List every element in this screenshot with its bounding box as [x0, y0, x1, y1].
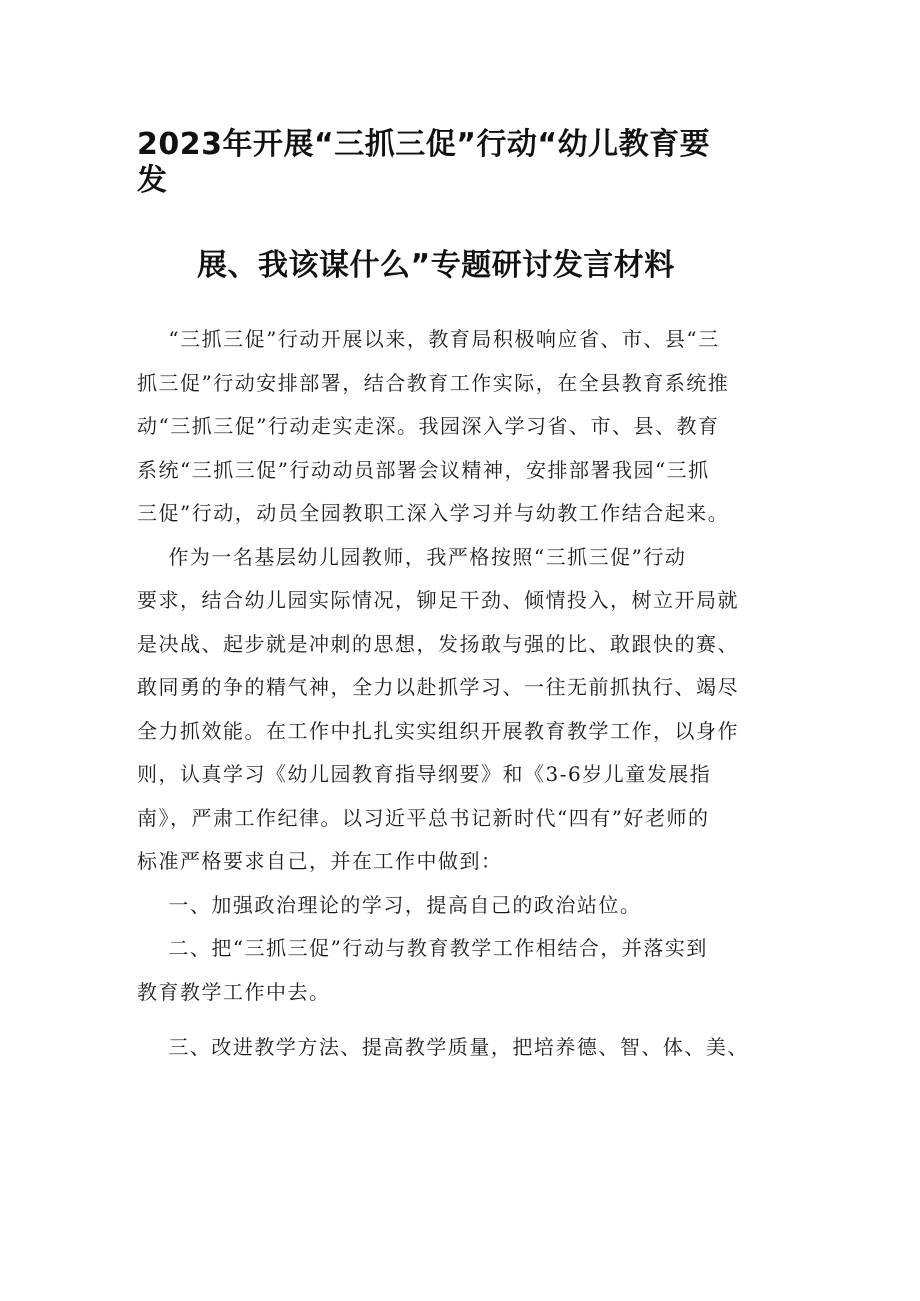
body-line: 系统“三抓三促”行动动员部署会议精神，安排部署我园“三抓 [137, 457, 710, 482]
body-line: 南》，严肃工作纪律。以习近平总书记新时代“四有”好老师的 [137, 805, 710, 830]
body-line: 三、改进教学方法、提高教学质量，把培养德、智、体、美、 [137, 1035, 749, 1059]
body-line: 则，认真学习《幼儿园教育指导纲要》和《3-6岁儿童发展指 [137, 762, 712, 786]
body-line: 是决战、起步就是冲刺的思想，发扬敢与强的比、敢跟快的赛、 [137, 631, 739, 656]
body-line: 二、把“三抓三促”行动与教育教学工作相结合，并落实到 [137, 936, 708, 960]
title-line-2: 展、我该谋什么”专题研讨发言材料 [197, 248, 675, 283]
body-line: “三抓三促”行动开展以来，教育局积极响应省、市、县“三 [137, 327, 720, 351]
body-line: 三促”行动，动员全园教职工深入学习并与幼教工作结合起来。 [137, 501, 730, 525]
body-line: 作为一名基层幼儿园教师，我严格按照“三抓三促”行动 [137, 544, 687, 569]
title-line-1b: 发 [137, 163, 168, 198]
body-line: 标准严格要求自己，并在工作中做到： [137, 849, 503, 873]
body-line: 抓三促”行动安排部署，结合教育工作实际，在全县教育系统推 [137, 370, 730, 395]
body-line: 敢同勇的争的精气神，全力以赴抓学习、一往无前抓执行、竭尽 [137, 675, 739, 699]
paragraph-gap [137, 1014, 797, 1026]
document-body [137, 318, 797, 1070]
body-line: 教育教学工作中去。 [137, 979, 331, 1004]
body-line: 一、加强政治理论的学习，提高自己的政治站位。 [137, 892, 642, 917]
body-line: 全力抓效能。在工作中扎扎实实组织开展教育教学工作，以身作 [137, 718, 739, 743]
document-title [137, 127, 787, 199]
body-line: 动“三抓三促”行动走实走深。我园深入学习省、市、县、教育 [137, 414, 720, 438]
title-line-1: 2023年开展“三抓三促”行动“幼儿教育要 [137, 127, 711, 162]
body-line: 要求，结合幼儿园实际情况，铆足干劲、倾情投入，树立开局就 [137, 588, 739, 612]
